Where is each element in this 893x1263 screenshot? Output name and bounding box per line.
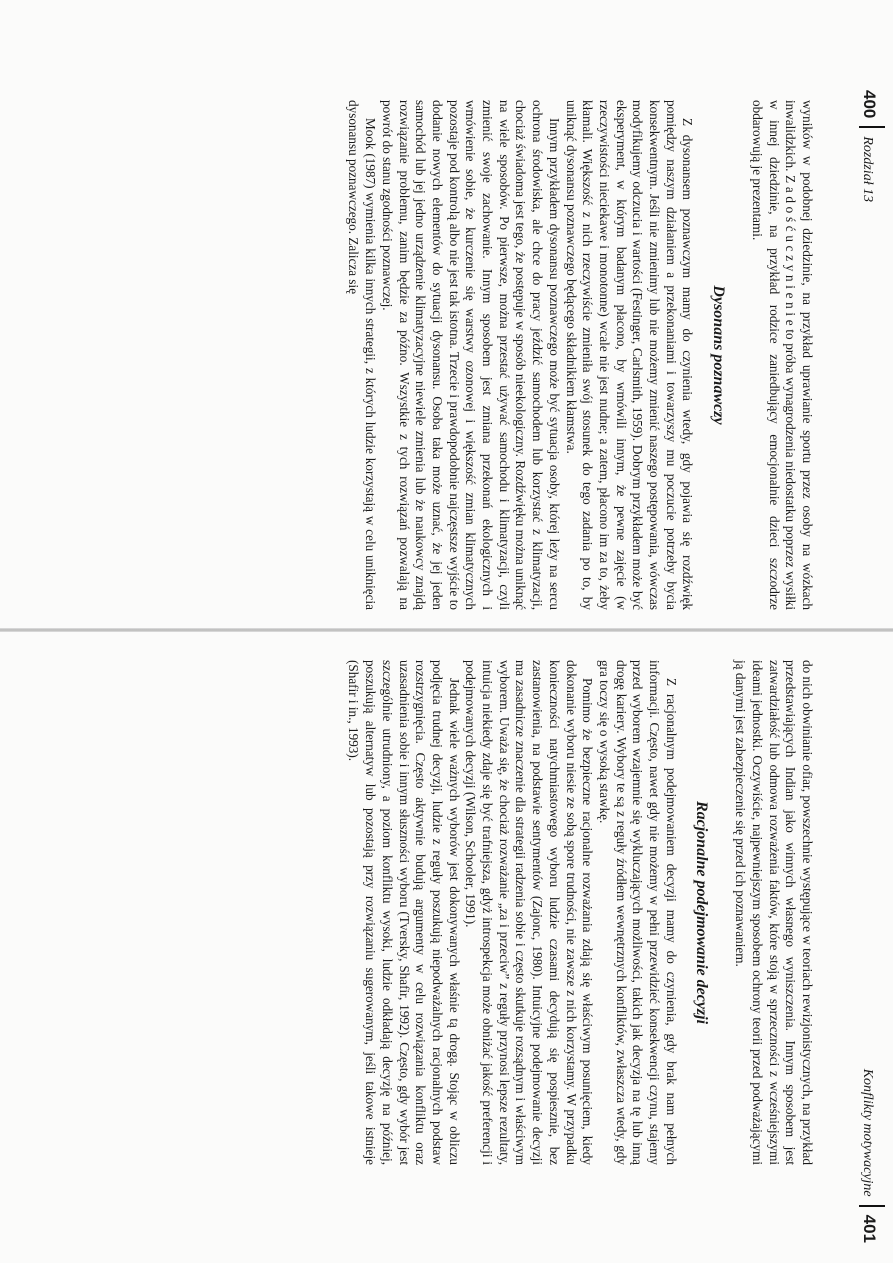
section-heading-dysonans: Dysonans poznawczy	[710, 285, 728, 425]
section-heading-racjonalne: Racjonalne podejmowanie decyzji	[693, 800, 711, 1025]
running-head-rule	[859, 126, 885, 128]
body-paragraph: Jednak wiele ważnych wyborów jest dokonywanych właśnie tą drogą. Stojąc w obliczu podjęcia trudnej decyzji, ludzie z reguły poszukują niepodważalnych racjonalnych podstaw rozstrzygnięcia. Często aktywnie budują argumenty w celu rozwiązania konfliktu oraz uzasadnienia sobie i innym słuszności wyboru (Tversky, Shafir, 1992). Często, gdy wybór jest szczególnie utrudniony, a poziom konfliktu wysoki, ludzie odkładają decyzję na później, poszukują alternatyw lub pozostają przy rozwiązaniu sugerowanym, jeśli takowe istnieje (Shafir i in., 1993).	[346, 660, 462, 1165]
left-page-number: 400	[860, 90, 879, 119]
body-paragraph: Pomimo że bezpieczne racjonalne rozważania zdają się właściwym posunięciem, kiedy dokonanie wyboru niesie ze sobą spore trudności, nie zawsze z nich korzystamy. W przypadku konieczności natychmiastowego wyboru ludzie czasami decydują się pospiesznie, bez zastanowienia, na podstawie sentymentów (Zajonc, 1980). Intuicyjne podejmowanie decyzji ma zasadnicze znaczenie dla strategii radzenia sobie i często skutkuje rozsądnym i właściwym wyborem. Uważa się, że chociaż rozważanie „za i przeciw” z reguły przynosi lepsze rezultaty, intuicja niekiedy zdaje się być trafniejsza, gdyż introspekcja może obniżać jakość preferencji i podejmowanych decyzji (Wilson, Schooler, 1991).	[463, 660, 596, 1165]
right-running-head	[859, 1069, 885, 1243]
running-head-rule	[859, 1205, 885, 1207]
right-page-number: 401	[860, 1214, 879, 1243]
body-paragraph: Innym przykładem dysonansu poznawczego może być sytuacja osoby, której leży na sercu ochrona środowiska, ale chce do pracy jeździć samochodem lub korzystać z klimatyzacji, chociaż świadoma jest tego, że postępuje w sposób nieekologiczny. Rozdźwięku można uniknąć na wiele sposobów. Po pierwsze, można przestać używać samochodu i klimatyzacji, czyli zmienić swoje zachowanie. Innym sposobem jest zmiana przekonań ekologicznych i wmówienie sobie, że kurczenie się warstwy ozonowej i większość zmian klimatycznych pozostaje pod kontrolą albo nie jest tak istotna. Trzecie i prawdopodobnie najczęstsze wyjście to dodanie nowych elementów do sytuacji dysonansu. Osoba taka może uznać, że jej jeden samochód lub jej jedno urządzenie klimatyzacyjne niewiele zmienia lub że naukowcy znajdą rozwiązanie problemu, zanim będzie za późno. Wszystkie z tych rozwiązań pozwalają na powrót do stanu zgodności poznawczej.	[379, 100, 562, 610]
left-chapter-title: Rozdział 13	[860, 136, 875, 203]
body-paragraph: Mook (1987) wymienia kilka innych strategii, z których ludzie korzystają w celu uniknięcia dysonansu poznawczego. Zalicza się	[346, 100, 379, 610]
left-text-column	[345, 100, 815, 610]
right-intro-paragraph: do nich obwinianie ofiar, powszechnie występujące w teoriach rewizjonistycznych, na przykład przedstawiających Indian jako winnych własnego wyniszczenia. Innym sposobem jest zatwardziałość lub odmowa rozważenia faktów, które stoją w sprzeczności z wcześniejszymi ideami jednostki. Oczywiście, najpewniejszym sposobem ochrony teorii przed podważającymi ją danymi jest zabezpieczenie się przed ich poznawaniem.	[733, 660, 815, 1165]
book-gutter	[0, 628, 893, 632]
body-paragraph: Z dysonansem poznawczym mamy do czynienia wtedy, gdy pojawia się rozdźwięk pomiędzy naszym działaniem a przekonaniami i towarzyszy mu poczucie potrzeby bycia konsekwentnym. Jeśli nie zmienimy lub nie możemy zmienić naszego postępowania, wówczas modyfikujemy odczucia i wartości (Festinger, Carlsmith, 1959). Dobrym przykładem może być eksperyment, w którym badanym płacono, by wmówili innym, że pewne zajęcie (w rzeczywistości nieciekawe i monotonne) wcale nie jest nudne; a zatem, płacono im za to, żeby kłamali. Większość z nich rzeczywiście zmieniła swój stosunek do tego zadania po to, by uniknąć dysonansu poznawczego będącego składnikiem kłamstwa.	[563, 100, 696, 610]
left-intro-paragraph: wyników w podobnej dziedzinie, na przykład uprawianie sportu przez osoby na wózkach inwalidzkich. Z a d o ś ć u c z y n i e n i e to próba wynagrodzenia niedostatku poprzez wysiłki w innej dziedzinie, na przykład rodzice zaniedbujący emocjonalnie dzieci szczodrze obdarowują je prezentami.	[749, 100, 815, 610]
right-text-column	[345, 660, 815, 1165]
right-page	[0, 640, 893, 1263]
right-chapter-title: Konflikty motywacyjne	[860, 1068, 875, 1197]
body-paragraph: Z racjonalnym podejmowaniem decyzji mamy do czynienia, gdy brak nam pełnych informacji. Często, nawet gdy nie możemy w pełni przewidzieć konsekwencji czynu, stajemy przed wyborem wzajemnie się wykluczających możliwości, takich jak decyzja na tę lub inną drogę kariery. Wybory te są z reguły źródłem wewnętrznych konfliktów, zwłaszcza wtedy, gdy gra toczy się o wysoką stawkę.	[596, 660, 679, 1165]
left-running-head	[859, 90, 885, 202]
